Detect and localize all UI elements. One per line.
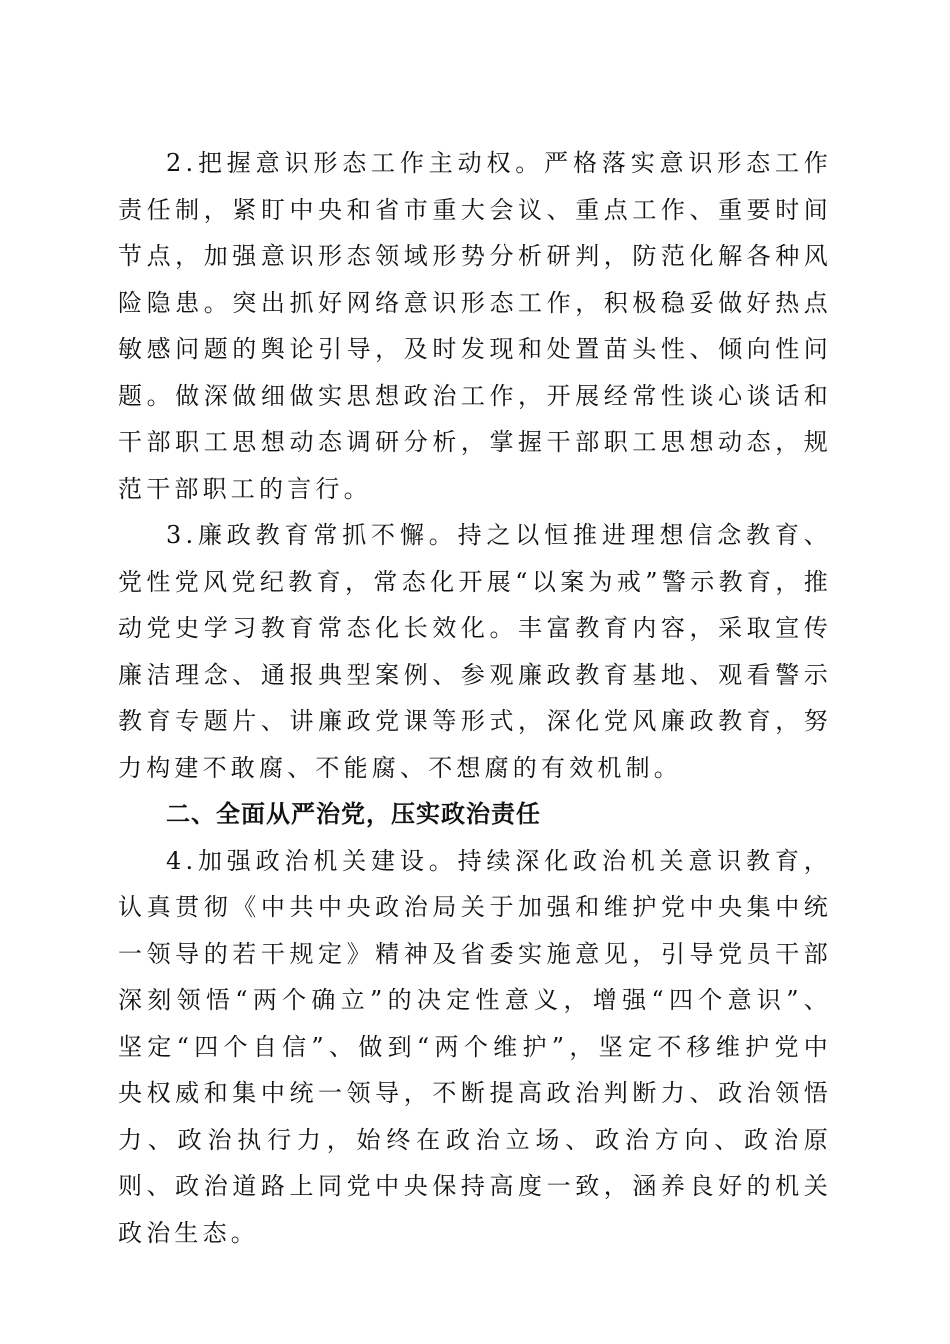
section-heading: 二、全面从严治党，压实政治责任 [166, 800, 541, 828]
paragraph-4: 4.加强政治机关建设。持续深化政治机关意识教育，认真贯彻《中共中央政治局关于加强和维护党中央集中统一领导的若干规定》精神及省委实施意见，引导党员干部深刻领悟“两个确立”的决定性意义，增强“四个意识”、坚定“四个自信”、做到“两个维护”，坚定不移维护党中央权威和集中统一领导，不断提高政治判断力、政治领悟力、政治执行力，始终在政治立场、政治方向、政治原则、政治道路上同党中央保持高度一致，涵养良好的机关政治生态。 [118, 846, 832, 1247]
paragraph-2: 2.把握意识形态工作主动权。严格落实意识形态工作责任制，紧盯中央和省市重大会议、重点工作、重要时间节点，加强意识形态领域形势分析研判，防范化解各种风险隐患。突出抓好网络意识形态工作，积极稳妥做好热点敏感问题的舆论引导，及时发现和处置苗头性、倾向性问题。做深做细做实思想政治工作，开展经常性谈心谈话和干部职工思想动态调研分析，掌握干部职工思想动态，规范干部职工的言行。 [118, 149, 832, 503]
document-page [118, 140, 832, 1256]
paragraph-3: 3.廉政教育常抓不懈。持之以恒推进理想信念教育、党性党风党纪教育，常态化开展“以案为戒”警示教育，推动党史学习教育常态化长效化。丰富教育内容，采取宣传廉洁理念、通报典型案例、参观廉政教育基地、观看警示教育专题片、讲廉政党课等形式，深化党风廉政教育，努力构建不敢腐、不能腐、不想腐的有效机制。 [118, 521, 832, 782]
